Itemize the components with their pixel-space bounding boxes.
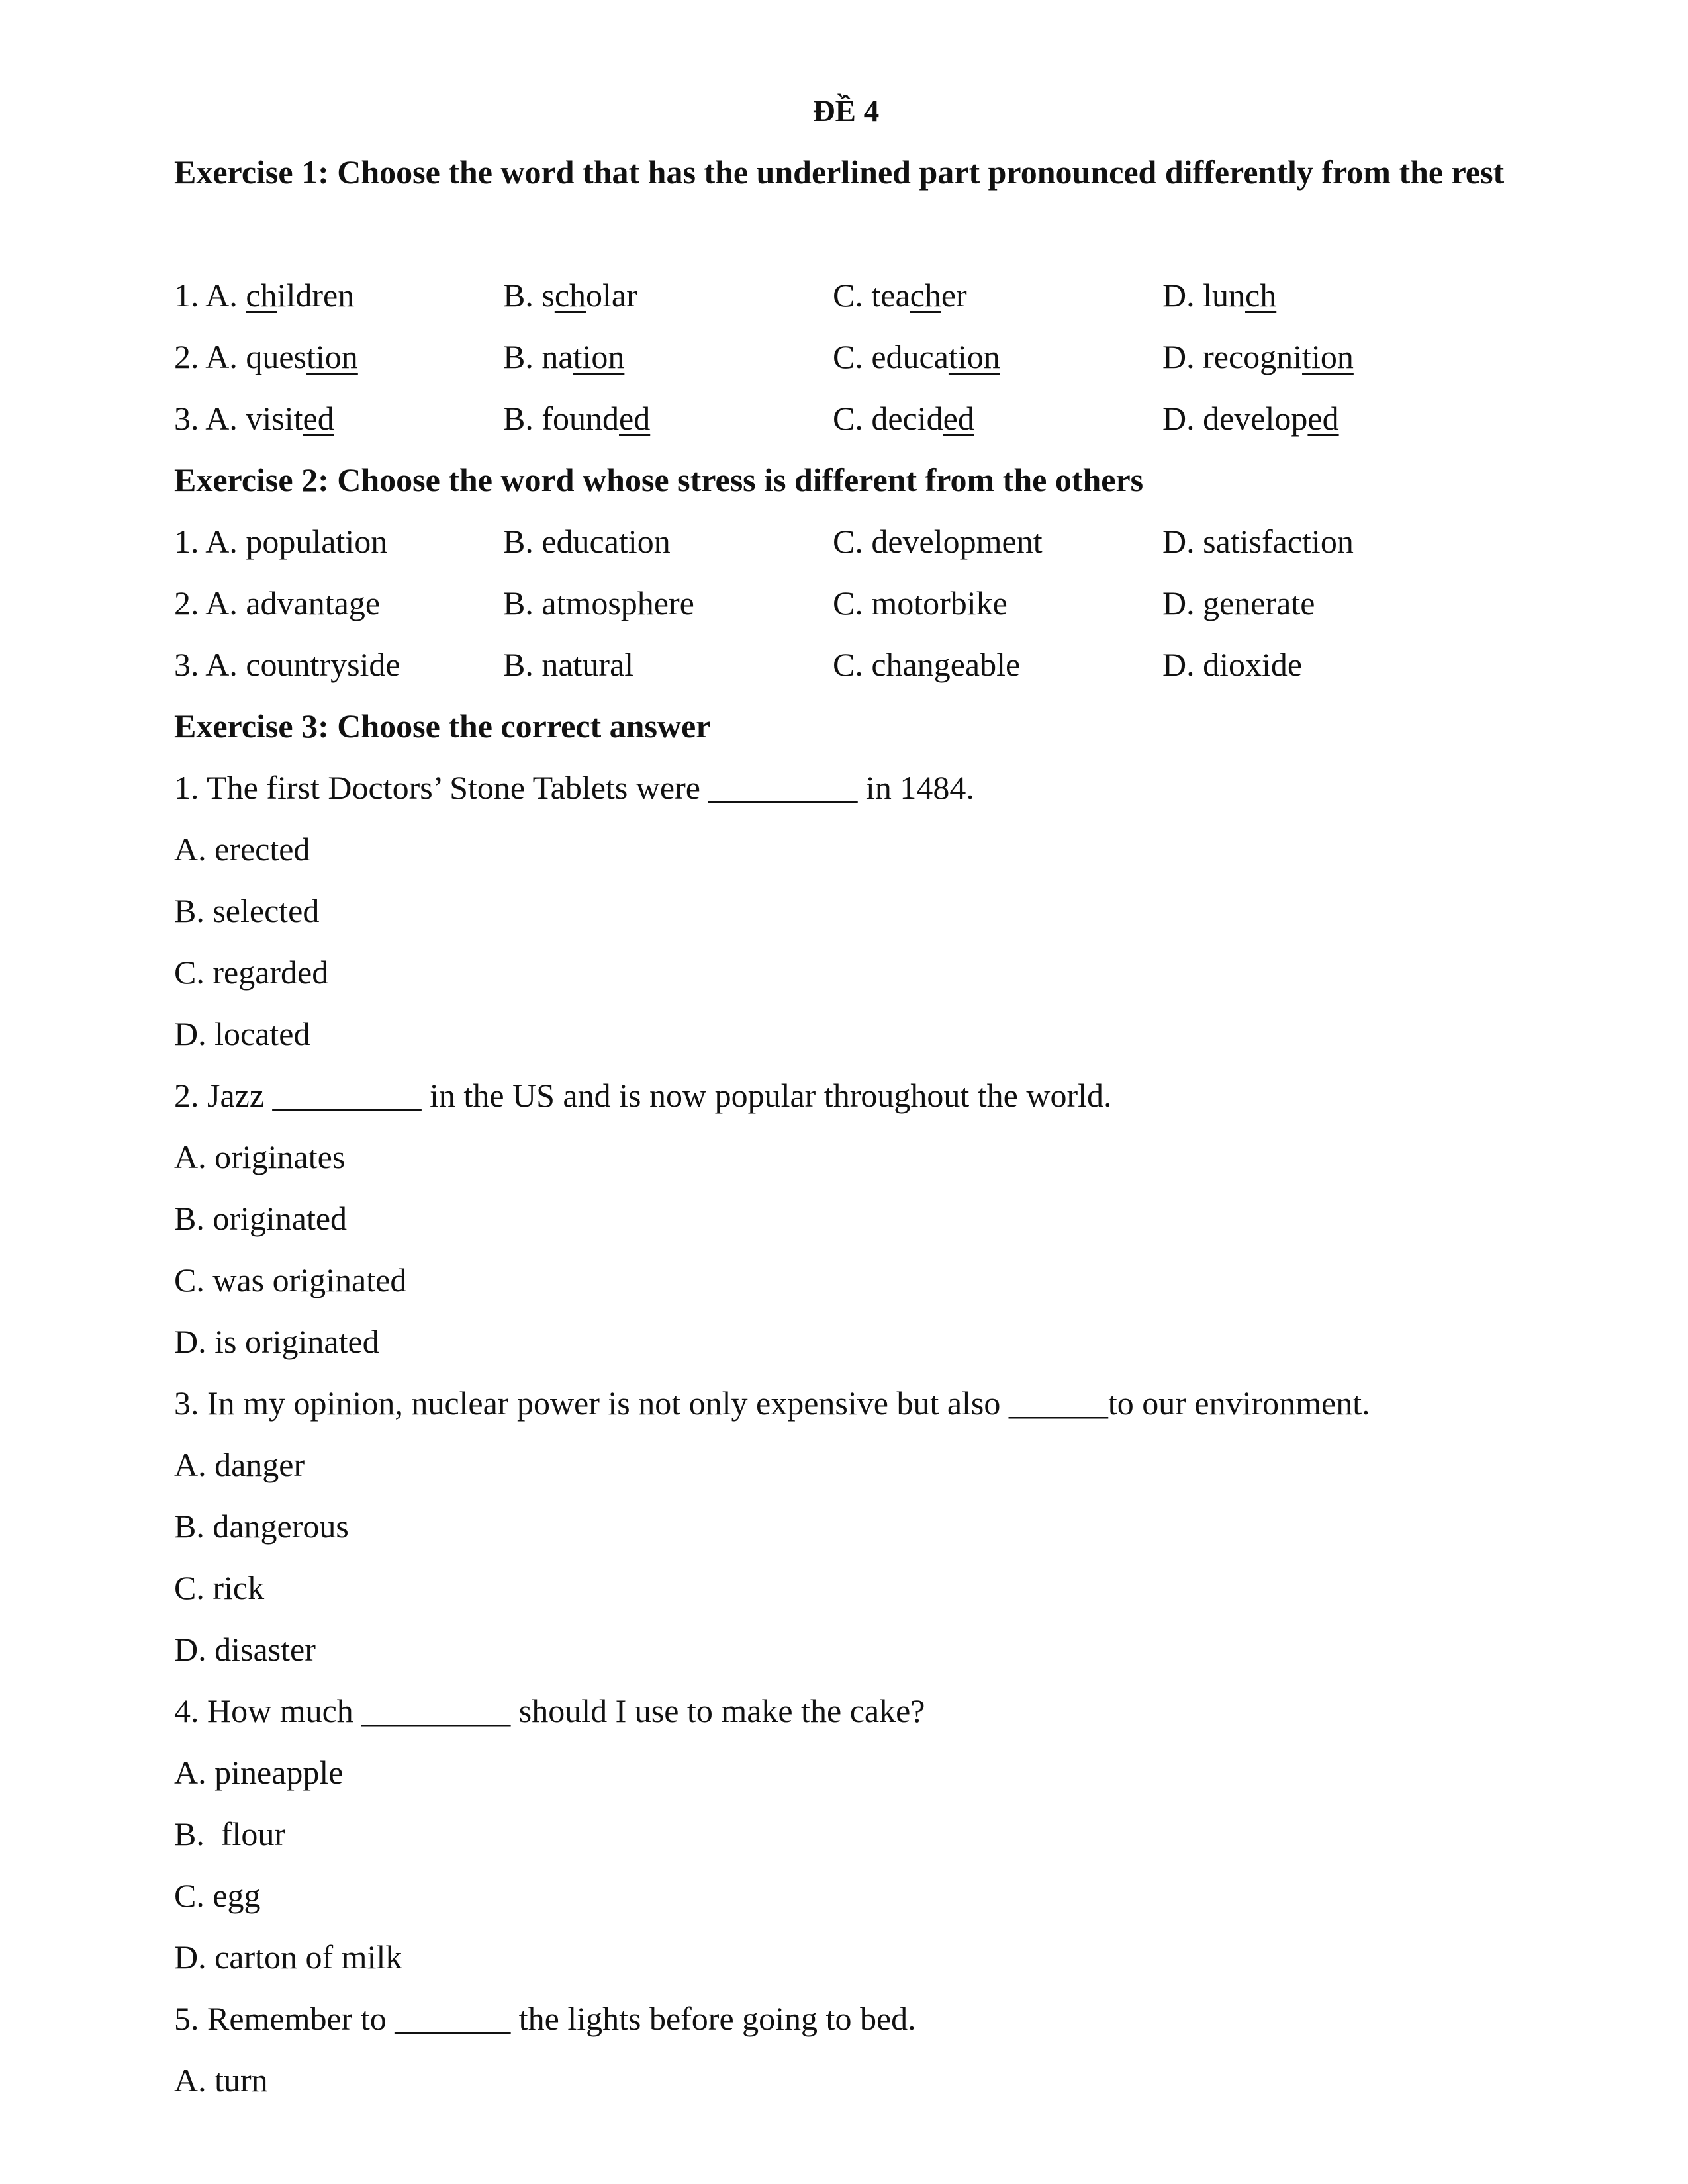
ex3-q4-option-c: C. egg (174, 1877, 261, 1914)
ex3-q2-option-b: B. originated (174, 1200, 348, 1237)
ex2-q2-option-c: C. motorbike (833, 584, 1008, 621)
ex3-q1-option-c: C. regarded (174, 954, 329, 991)
ex1-q2-option-c: C. education (833, 338, 1000, 375)
ex1-q3-option-a: 3. A. visited (174, 400, 334, 437)
ex3-q3-option-c: C. rick (174, 1569, 265, 1606)
ex3-question-5: 5. Remember to _______ the lights before going to bed. (174, 2000, 916, 2037)
ex2-q3-option-d: D. dioxide (1162, 646, 1303, 683)
ex1-q2-option-d: D. recognition (1162, 338, 1354, 375)
ex3-q3-option-a: A. danger (174, 1446, 305, 1483)
ex2-q2-option-d: D. generate (1162, 584, 1315, 621)
ex1-q1-option-b: B. scholar (503, 277, 637, 314)
ex2-q1-option-b: B. education (503, 523, 671, 560)
ex2-q3-option-a: 3. A. countryside (174, 646, 400, 683)
ex3-q5-option-a: A. turn (174, 2062, 268, 2099)
ex2-q3-option-b: B. natural (503, 646, 634, 683)
exercise-2-heading: Exercise 2: Choose the word whose stress is different from the others (174, 461, 1144, 498)
page-title: ĐỀ 4 (812, 94, 880, 128)
ex3-q2-option-c: C. was originated (174, 1261, 407, 1298)
ex2-q1-option-d: D. satisfaction (1162, 523, 1354, 560)
ex1-q3-option-b: B. founded (503, 400, 651, 437)
ex3-q2-option-d: D. is originated (174, 1323, 379, 1360)
ex3-q4-option-d: D. carton of milk (174, 1938, 402, 1976)
ex3-q4-option-a: A. pineapple (174, 1754, 344, 1791)
ex3-question-1: 1. The first Doctors’ Stone Tablets were _________ in 1484. (174, 769, 974, 806)
ex2-q2-option-a: 2. A. advantage (174, 584, 381, 621)
ex3-q3-option-d: D. disaster (174, 1631, 316, 1668)
ex3-q2-option-a: A. originates (174, 1138, 346, 1175)
ex1-q1-option-c: C. teacher (833, 277, 967, 314)
exercise-3-heading: Exercise 3: Choose the correct answer (174, 707, 711, 745)
ex2-q3-option-c: C. changeable (833, 646, 1021, 683)
ex3-question-2: 2. Jazz _________ in the US and is now popular throughout the world. (174, 1077, 1112, 1114)
ex3-question-4: 4. How much _________ should I use to make the cake? (174, 1692, 925, 1729)
ex3-q4-option-b: B. flour (174, 1815, 286, 1852)
ex2-q2-option-b: B. atmosphere (503, 584, 694, 621)
ex1-q3-option-c: C. decided (833, 400, 974, 437)
ex1-q2-option-a: 2. A. question (174, 338, 358, 375)
ex3-q1-option-d: D. located (174, 1015, 310, 1052)
ex3-question-3: 3. In my opinion, nuclear power is not only expensive but also ______to our environment. (174, 1385, 1370, 1422)
ex1-q2-option-b: B. nation (503, 338, 625, 375)
ex3-q3-option-b: B. dangerous (174, 1508, 349, 1545)
exercise-1-heading: Exercise 1: Choose the word that has the underlined part pronounced differently from the rest (174, 154, 1505, 191)
ex2-q1-option-c: C. development (833, 523, 1043, 560)
ex3-q1-option-a: A. erected (174, 831, 310, 868)
ex3-q1-option-b: B. selected (174, 892, 320, 929)
ex2-q1-option-a: 1. A. population (174, 523, 388, 560)
ex1-q1-option-a: 1. A. children (174, 277, 355, 314)
ex1-q3-option-d: D. developed (1162, 400, 1339, 437)
ex1-q1-option-d: D. lunch (1162, 277, 1277, 314)
